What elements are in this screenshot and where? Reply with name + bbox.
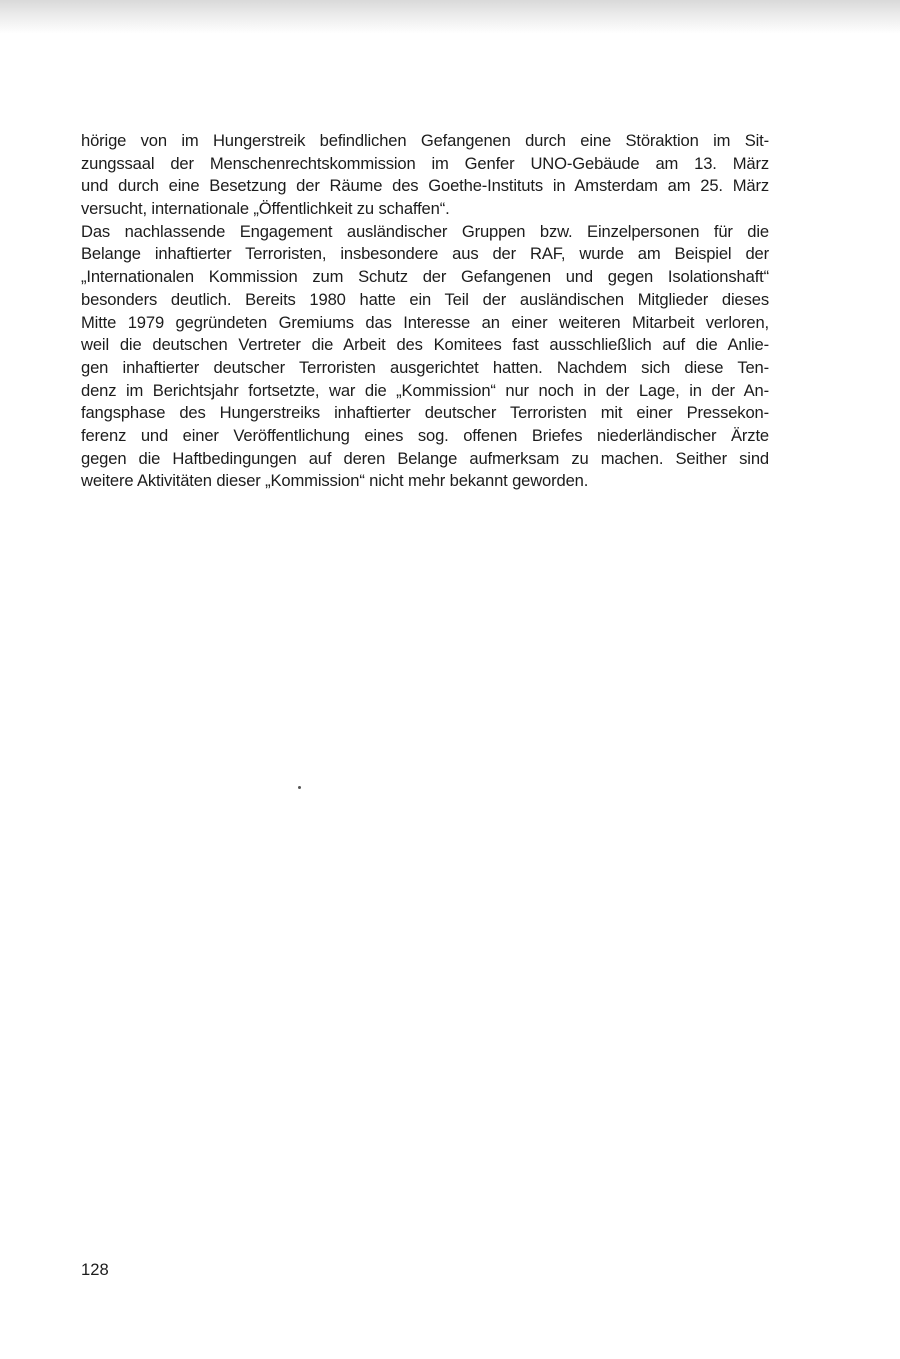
text-line: und durch eine Besetzung der Räume des Goethe-Instituts in Amsterdam am 25. März: [81, 176, 769, 196]
text-line: weitere Aktivitäten dieser „Kommission“ nicht mehr bekannt geworden.: [81, 471, 589, 491]
text-line: Belange inhaftierter Terroristen, insbesondere aus der RAF, wurde am Beispiel der: [81, 244, 769, 264]
page-number: 128: [81, 1260, 109, 1279]
text-line: weil die deutschen Vertreter die Arbeit des Komitees fast ausschließlich auf die Anlie-: [81, 335, 769, 355]
text-line: gen inhaftierter deutscher Terroristen ausgerichtet hatten. Nachdem sich diese Ten-: [81, 357, 769, 377]
text-line: Das nachlassende Engagement ausländischer Gruppen bzw. Einzelpersonen für die: [81, 221, 769, 241]
text-line: fangsphase des Hungerstreiks inhaftierter deutscher Terroristen mit einer Pressekon-: [81, 403, 769, 423]
text-line: besonders deutlich. Bereits 1980 hatte ein Teil der ausländischen Mitglieder dieses: [81, 289, 769, 309]
text-line: versucht, internationale „Öffentlichkeit zu schaffen“.: [81, 199, 450, 219]
scan-speck: [298, 786, 301, 789]
text-line: denz im Berichtsjahr fortsetzte, war die „Kommission“ nur noch in der Lage, in der An-: [81, 380, 769, 400]
text-line: gegen die Haftbedingungen auf deren Belange aufmerksam zu machen. Seither sind: [81, 448, 769, 468]
text-line: hörige von im Hungerstreik befindlichen Gefangenen durch eine Störaktion im Sit-: [81, 131, 769, 150]
body-text: [81, 130, 769, 493]
scan-top-shadow: [0, 0, 900, 34]
text-line: „Internationalen Kommission zum Schutz der Gefangenen und gegen Isolationshaft“: [81, 267, 769, 287]
text-line: zungssaal der Menschenrechtskommission im Genfer UNO-Gebäude am 13. März: [81, 153, 769, 173]
text-line: ferenz und einer Veröffentlichung eines sog. offenen Briefes niederländischer Ärzte: [81, 425, 769, 445]
text-line: Mitte 1979 gegründeten Gremiums das Interesse an einer weiteren Mitarbeit verloren,: [81, 312, 769, 332]
